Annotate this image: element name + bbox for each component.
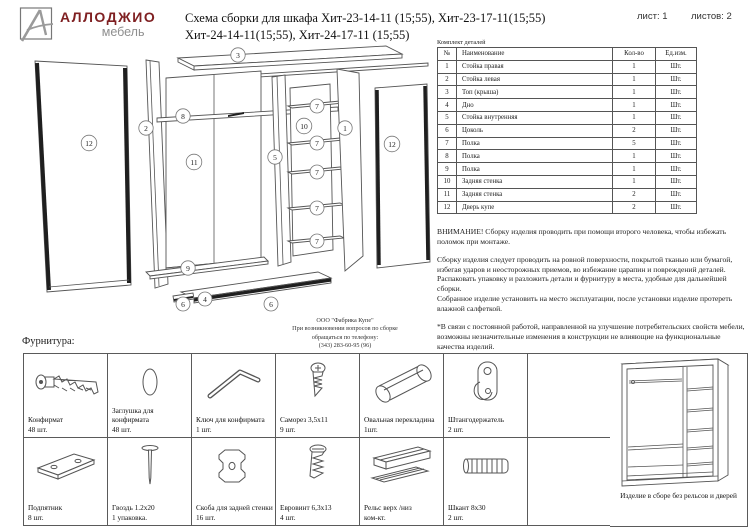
cell-num: 6 [438, 124, 457, 137]
callout-7: 7 [315, 139, 319, 148]
title-line-1: Схема сборки для шкафа Хит-23-14-11 (15;55), Хит-23-17-11(15;55) [185, 11, 546, 25]
fitting-qty: 2 шт. [448, 512, 464, 522]
cell-num: 5 [438, 111, 457, 124]
fitting-cell-screw [276, 354, 360, 438]
nail-icon [108, 441, 191, 491]
fitting-name: Гвоздь 1.2х20 [112, 503, 155, 513]
table-row [438, 137, 697, 150]
cell-name: Стойка внутренняя [457, 111, 613, 124]
cell-name: Топ (крыша) [457, 86, 613, 99]
fitting-name: Скоба для задней стенки [196, 503, 273, 513]
fitting-name: Саморез 3,5х11 [280, 415, 328, 425]
fitting-cell-rod-holder [444, 354, 528, 438]
rod-holder-icon [444, 357, 527, 407]
cell-num: 9 [438, 163, 457, 176]
logo-title: АЛЛОДЖИО [60, 9, 157, 25]
callout-3: 3 [236, 51, 240, 60]
cell-num: 11 [438, 188, 457, 201]
cell-qty: 1 [613, 175, 656, 188]
cell-name: Дверь купе [457, 201, 613, 214]
cell-unit: Шт. [656, 201, 697, 214]
parts-table-caption: Комплект деталей [437, 39, 486, 46]
cell-qty: 2 [613, 201, 656, 214]
factory-name: ООО "Фабрика Купе" [316, 317, 374, 324]
cell-unit: Шт. [656, 124, 697, 137]
table-row [438, 201, 697, 214]
callout-9: 9 [186, 264, 190, 273]
parts-table-header-row [438, 48, 697, 61]
table-row [438, 60, 697, 73]
cell-num: 10 [438, 175, 457, 188]
sheet-number: лист: 1 [637, 11, 668, 22]
fitting-qty: 48 шт. [112, 424, 132, 434]
cell-name: Задняя стенка [457, 188, 613, 201]
logo-text [60, 9, 156, 39]
cell-unit: Шт. [656, 163, 697, 176]
cell-name: Полка [457, 150, 613, 163]
logo-a-icon [19, 6, 55, 42]
callout-6: 6 [269, 300, 273, 309]
logo-subtitle: мебель [101, 25, 145, 39]
oval-rod-icon [360, 357, 443, 407]
callout-10: 10 [300, 122, 308, 131]
cell-qty: 1 [613, 99, 656, 112]
assembled-wardrobe-drawing [610, 354, 747, 490]
cell-name: Задняя стенка [457, 175, 613, 188]
table-row [438, 99, 697, 112]
exploded-assembly-diagram [20, 44, 436, 314]
fitting-name: Овальная перекладина [364, 415, 435, 425]
cell-qty: 1 [613, 111, 656, 124]
self-tapping-screw-icon [276, 357, 359, 407]
sheets-total: листов: 2 [691, 11, 732, 22]
cell-qty: 1 [613, 163, 656, 176]
callout-12: 12 [85, 139, 93, 148]
fitting-qty: 8 шт. [28, 512, 44, 522]
cell-name: Стойка правая [457, 60, 613, 73]
fitting-qty: 1 упаковка. [112, 512, 148, 522]
cell-unit: Шт. [656, 175, 697, 188]
callout-7: 7 [315, 237, 319, 246]
callout-12: 12 [388, 140, 396, 149]
fitting-cell-confirmat [24, 354, 108, 438]
fitting-qty: 48 шт. [28, 424, 48, 434]
table-row [438, 124, 697, 137]
fitting-cell-rail [360, 438, 444, 526]
fitting-name: Евровинт 6,3х13 [280, 503, 332, 513]
callout-7: 7 [315, 102, 319, 111]
fitting-name: Шкант 8х30 [448, 503, 486, 513]
rail-icon [360, 441, 443, 491]
cell-unit: Шт. [656, 99, 697, 112]
cell-unit: Шт. [656, 150, 697, 163]
cap-icon [108, 357, 191, 407]
cell-num: 12 [438, 201, 457, 214]
sliding-door-right [375, 84, 430, 268]
callout-7: 7 [315, 204, 319, 213]
left-side-panel [146, 60, 168, 288]
cell-unit: Шт. [656, 60, 697, 73]
factory-phone: (343) 283-60-95 (96) [318, 342, 372, 350]
document-title [185, 10, 565, 44]
fitting-cell-bracket [192, 438, 276, 526]
cell-qty: 2 [613, 124, 656, 137]
fitting-cell-oval-rod [360, 354, 444, 438]
fitting-qty: 1шт. [364, 424, 378, 434]
cell-name: Дно [457, 99, 613, 112]
cell-qty: 5 [613, 137, 656, 150]
cell-name: Полка [457, 163, 613, 176]
callout-11: 11 [190, 158, 198, 167]
cell-unit: Шт. [656, 137, 697, 150]
fitting-cell-hex-key [192, 354, 276, 438]
cell-num: 4 [438, 99, 457, 112]
col-num: № [438, 48, 457, 61]
callout-1: 1 [343, 124, 347, 133]
cell-num: 8 [438, 150, 457, 163]
fitting-name: Ключ для конфирмата [196, 415, 265, 425]
cell-qty: 1 [613, 150, 656, 163]
cell-unit: Шт. [656, 73, 697, 86]
warning-p1: ВНИМАНИЕ! Сборку изделия проводить при помощи второго человека, чтобы избежать поломок при монтаже. [437, 227, 727, 246]
fitting-name: Заглушка для конфирмата [112, 405, 154, 425]
fitting-cell-empty [528, 438, 612, 526]
table-row [438, 175, 697, 188]
warning-text [437, 227, 748, 359]
callout-7: 7 [315, 168, 319, 177]
fitting-cell-cap [108, 354, 192, 438]
col-name: Наименование [457, 48, 613, 61]
fitting-name: Штангодержатель [448, 415, 505, 425]
callout-4: 4 [203, 295, 207, 304]
cell-name: Цоколь [457, 124, 613, 137]
fittings-grid [23, 353, 612, 526]
table-row [438, 73, 697, 86]
fitting-qty: 4 шт. [280, 512, 296, 522]
logo [19, 6, 55, 42]
fitting-qty: 16 шт. [196, 512, 216, 522]
fitting-qty: 9 шт. [280, 424, 296, 434]
assembled-view [610, 353, 748, 527]
warning-p4: Собранное изделие установить на место эксплуатации, после установки изделие протереть влажной салфеткой. [437, 294, 733, 314]
fitting-name: Конфирмат [28, 415, 64, 425]
fitting-cell-foot-pad [24, 438, 108, 526]
cell-num: 7 [438, 137, 457, 150]
fitting-qty: 1 шт. [196, 424, 212, 434]
cell-num: 3 [438, 86, 457, 99]
cell-name: Полка [457, 137, 613, 150]
hex-key-icon [192, 357, 275, 407]
callout-2: 2 [144, 124, 148, 133]
cell-qty: 2 [613, 188, 656, 201]
callout-5: 5 [273, 153, 277, 162]
fittings-heading: Фурнитура: [22, 336, 75, 347]
fitting-cell-euro-screw [276, 438, 360, 526]
table-row [438, 86, 697, 99]
fitting-cell-nail [108, 438, 192, 526]
back-panel-large [166, 71, 261, 268]
cell-unit: Шт. [656, 111, 697, 124]
cell-unit: Шт. [656, 188, 697, 201]
sliding-door-left [35, 61, 131, 292]
cell-unit: Шт. [656, 86, 697, 99]
fitting-name: Подпятник [28, 503, 63, 513]
callout-8: 8 [181, 112, 185, 121]
table-row [438, 188, 697, 201]
callout-6: 6 [181, 300, 185, 309]
cell-num: 1 [438, 60, 457, 73]
foot-pad-icon [24, 441, 107, 491]
warning-p2: Сборку изделия следует проводить на ровной поверхности, покрытой тканью или бумагой, избегая ударов и неосторожных приемов, во избежание царапин и повреждений деталей. [437, 254, 733, 274]
cell-qty: 1 [613, 73, 656, 86]
dowel-icon [444, 441, 527, 491]
fitting-qty: ком-кт. [364, 512, 386, 522]
factory-contact [250, 317, 440, 350]
fitting-name: Рельс верх /низ [364, 503, 412, 513]
parts-table [437, 47, 697, 214]
table-row [438, 150, 697, 163]
back-panel-bracket-icon [192, 441, 275, 491]
fitting-cell-empty [528, 354, 612, 438]
cell-num: 2 [438, 73, 457, 86]
cell-qty: 1 [613, 60, 656, 73]
assembled-caption: Изделие в сборе без рельсов и дверей [620, 491, 737, 500]
cell-name: Стойка левая [457, 73, 613, 86]
table-row [438, 163, 697, 176]
table-row [438, 111, 697, 124]
col-qty: Кол-во [613, 48, 656, 61]
internal-panel [272, 75, 291, 266]
confirmat-screw-icon [24, 357, 107, 407]
warning-p3: Распаковать упаковку и разложить детали и фурнитуру в места, удобные для дальнейшей сборки. [437, 274, 727, 294]
warning-p5: *В связи с постоянной работой, направленной на улучшение потребительских свойств мебели, возможны незначительные изменения в конструкции не влияющие на функциональные качества изделий. [437, 321, 745, 351]
euro-screw-icon [276, 441, 359, 491]
factory-note-1: При возникновении вопросов по сборке [292, 325, 398, 333]
title-line-2: Хит-24-14-11(15;55), Хит-24-17-11 (15;55) [185, 27, 410, 42]
cell-qty: 1 [613, 86, 656, 99]
factory-note-2: обращаться по телефону: [311, 333, 379, 341]
right-side-panel [337, 69, 363, 271]
col-unit: Ед.изм. [656, 48, 697, 61]
fitting-cell-dowel [444, 438, 528, 526]
fitting-qty: 2 шт. [448, 424, 464, 434]
